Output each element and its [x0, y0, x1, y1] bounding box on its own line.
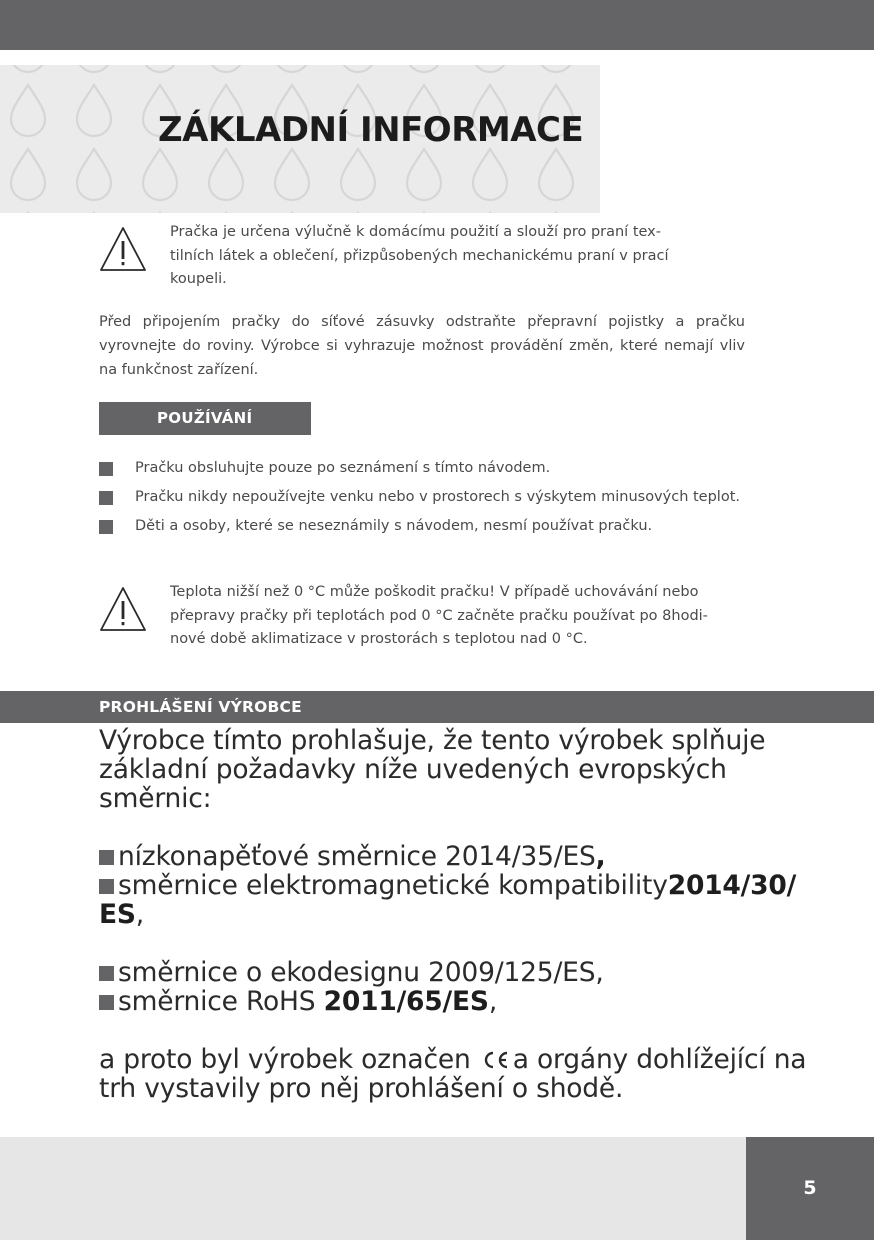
ce-mark-icon — [481, 1050, 511, 1070]
warning-line: nové době aklimatizace v prostorách s teplotou nad 0 °C. — [170, 631, 588, 647]
directive-text: směrnice elektromagnetické kompatibility — [118, 870, 668, 901]
bullet-square-icon — [99, 995, 114, 1010]
warning-line: přepravy pračky při teplotách pod 0 °C začněte pračku používat po 8hodi- — [170, 607, 708, 624]
list-item-text: Pračku obsluhujte pouze po seznámení s tímto návodem. — [135, 460, 551, 476]
page-number: 5 — [803, 1177, 817, 1199]
warning-line: koupeli. — [170, 271, 227, 287]
bullet-square-icon — [99, 850, 114, 865]
directive-punct: , — [135, 899, 145, 930]
directive-text: směrnice RoHS — [118, 986, 324, 1017]
usage-heading: POUŽÍVÁNÍ — [99, 402, 311, 435]
warning-line: Teplota nižší než 0 °C může poškodit pračku! V případě uchovávání nebo — [170, 584, 699, 600]
list-item — [99, 485, 740, 514]
directive-ecodesign — [99, 958, 819, 987]
directive-punct: , — [488, 986, 498, 1017]
top-bar — [0, 0, 874, 50]
page-title: ZÁKLADNÍ INFORMACE — [158, 110, 584, 150]
bullet-square-icon — [99, 520, 113, 534]
warning-text-2 — [170, 581, 708, 652]
warning-triangle-icon — [99, 226, 147, 272]
list-item — [99, 456, 740, 485]
declaration-bar — [0, 691, 874, 723]
directive-code: 2011/65/ES — [323, 986, 489, 1017]
warning-line: Pračka je určena výlučně k domácímu použití a slouží pro praní tex- — [170, 224, 661, 240]
list-item — [99, 514, 740, 543]
list-item-text: Děti a osoby, které se neseznámily s návodem, nesmí používat pračku. — [135, 518, 653, 534]
usage-list — [99, 456, 740, 543]
directive-punct: , — [595, 841, 606, 872]
bullet-square-icon — [99, 966, 114, 981]
list-item-text: Pračku nikdy nepoužívejte venku nebo v prostorech s výskytem minusových teplot. — [135, 489, 740, 505]
directive-text: směrnice o ekodesignu 2009/125/ES, — [118, 957, 604, 988]
declaration-intro-line: základní požadavky níže uvedených evropských — [99, 754, 727, 785]
warning-text-1 — [170, 221, 669, 292]
page-number-box — [746, 1137, 874, 1240]
intro-paragraph: Před připojením pračky do síťové zásuvky odstraňte přepravní pojistky a pračku vyrovnejte do roviny. Výrobce si vyhrazuje možnost provádění změn, které nemají vliv na funkčnost zařízení. — [99, 314, 745, 378]
directive-code: ES — [99, 899, 136, 930]
declaration-heading: PROHLÁŠENÍ VÝROBCE — [99, 698, 302, 716]
declaration-closing: trh vystavily pro něj prohlášení o shodě. — [99, 1073, 624, 1104]
bullet-square-icon — [99, 462, 113, 476]
directive-low-voltage — [99, 842, 819, 871]
directive-emc-cont — [99, 900, 819, 929]
declaration-text — [99, 726, 819, 1103]
closing-text: a orgány dohlížející na — [512, 1044, 807, 1075]
declaration-intro-line: směrnic: — [99, 783, 212, 814]
directive-emc — [99, 871, 819, 900]
directive-rohs — [99, 987, 819, 1016]
directive-code: 2014/30/ — [667, 870, 797, 901]
warning-line: tilních látek a oblečení, přizpůsobených mechanickému praní v prací — [170, 247, 669, 264]
bullet-square-icon — [99, 879, 114, 894]
directive-text: nízkonapěťové směrnice 2014/35/ES — [118, 841, 596, 872]
warning-triangle-icon — [99, 586, 147, 632]
bullet-square-icon — [99, 491, 113, 505]
footer-bar — [0, 1137, 746, 1240]
declaration-closing — [99, 1045, 819, 1074]
closing-text: a proto byl výrobek označen — [99, 1044, 471, 1075]
declaration-intro-line: Výrobce tímto prohlašuje, že tento výrobek splňuje — [99, 725, 766, 756]
